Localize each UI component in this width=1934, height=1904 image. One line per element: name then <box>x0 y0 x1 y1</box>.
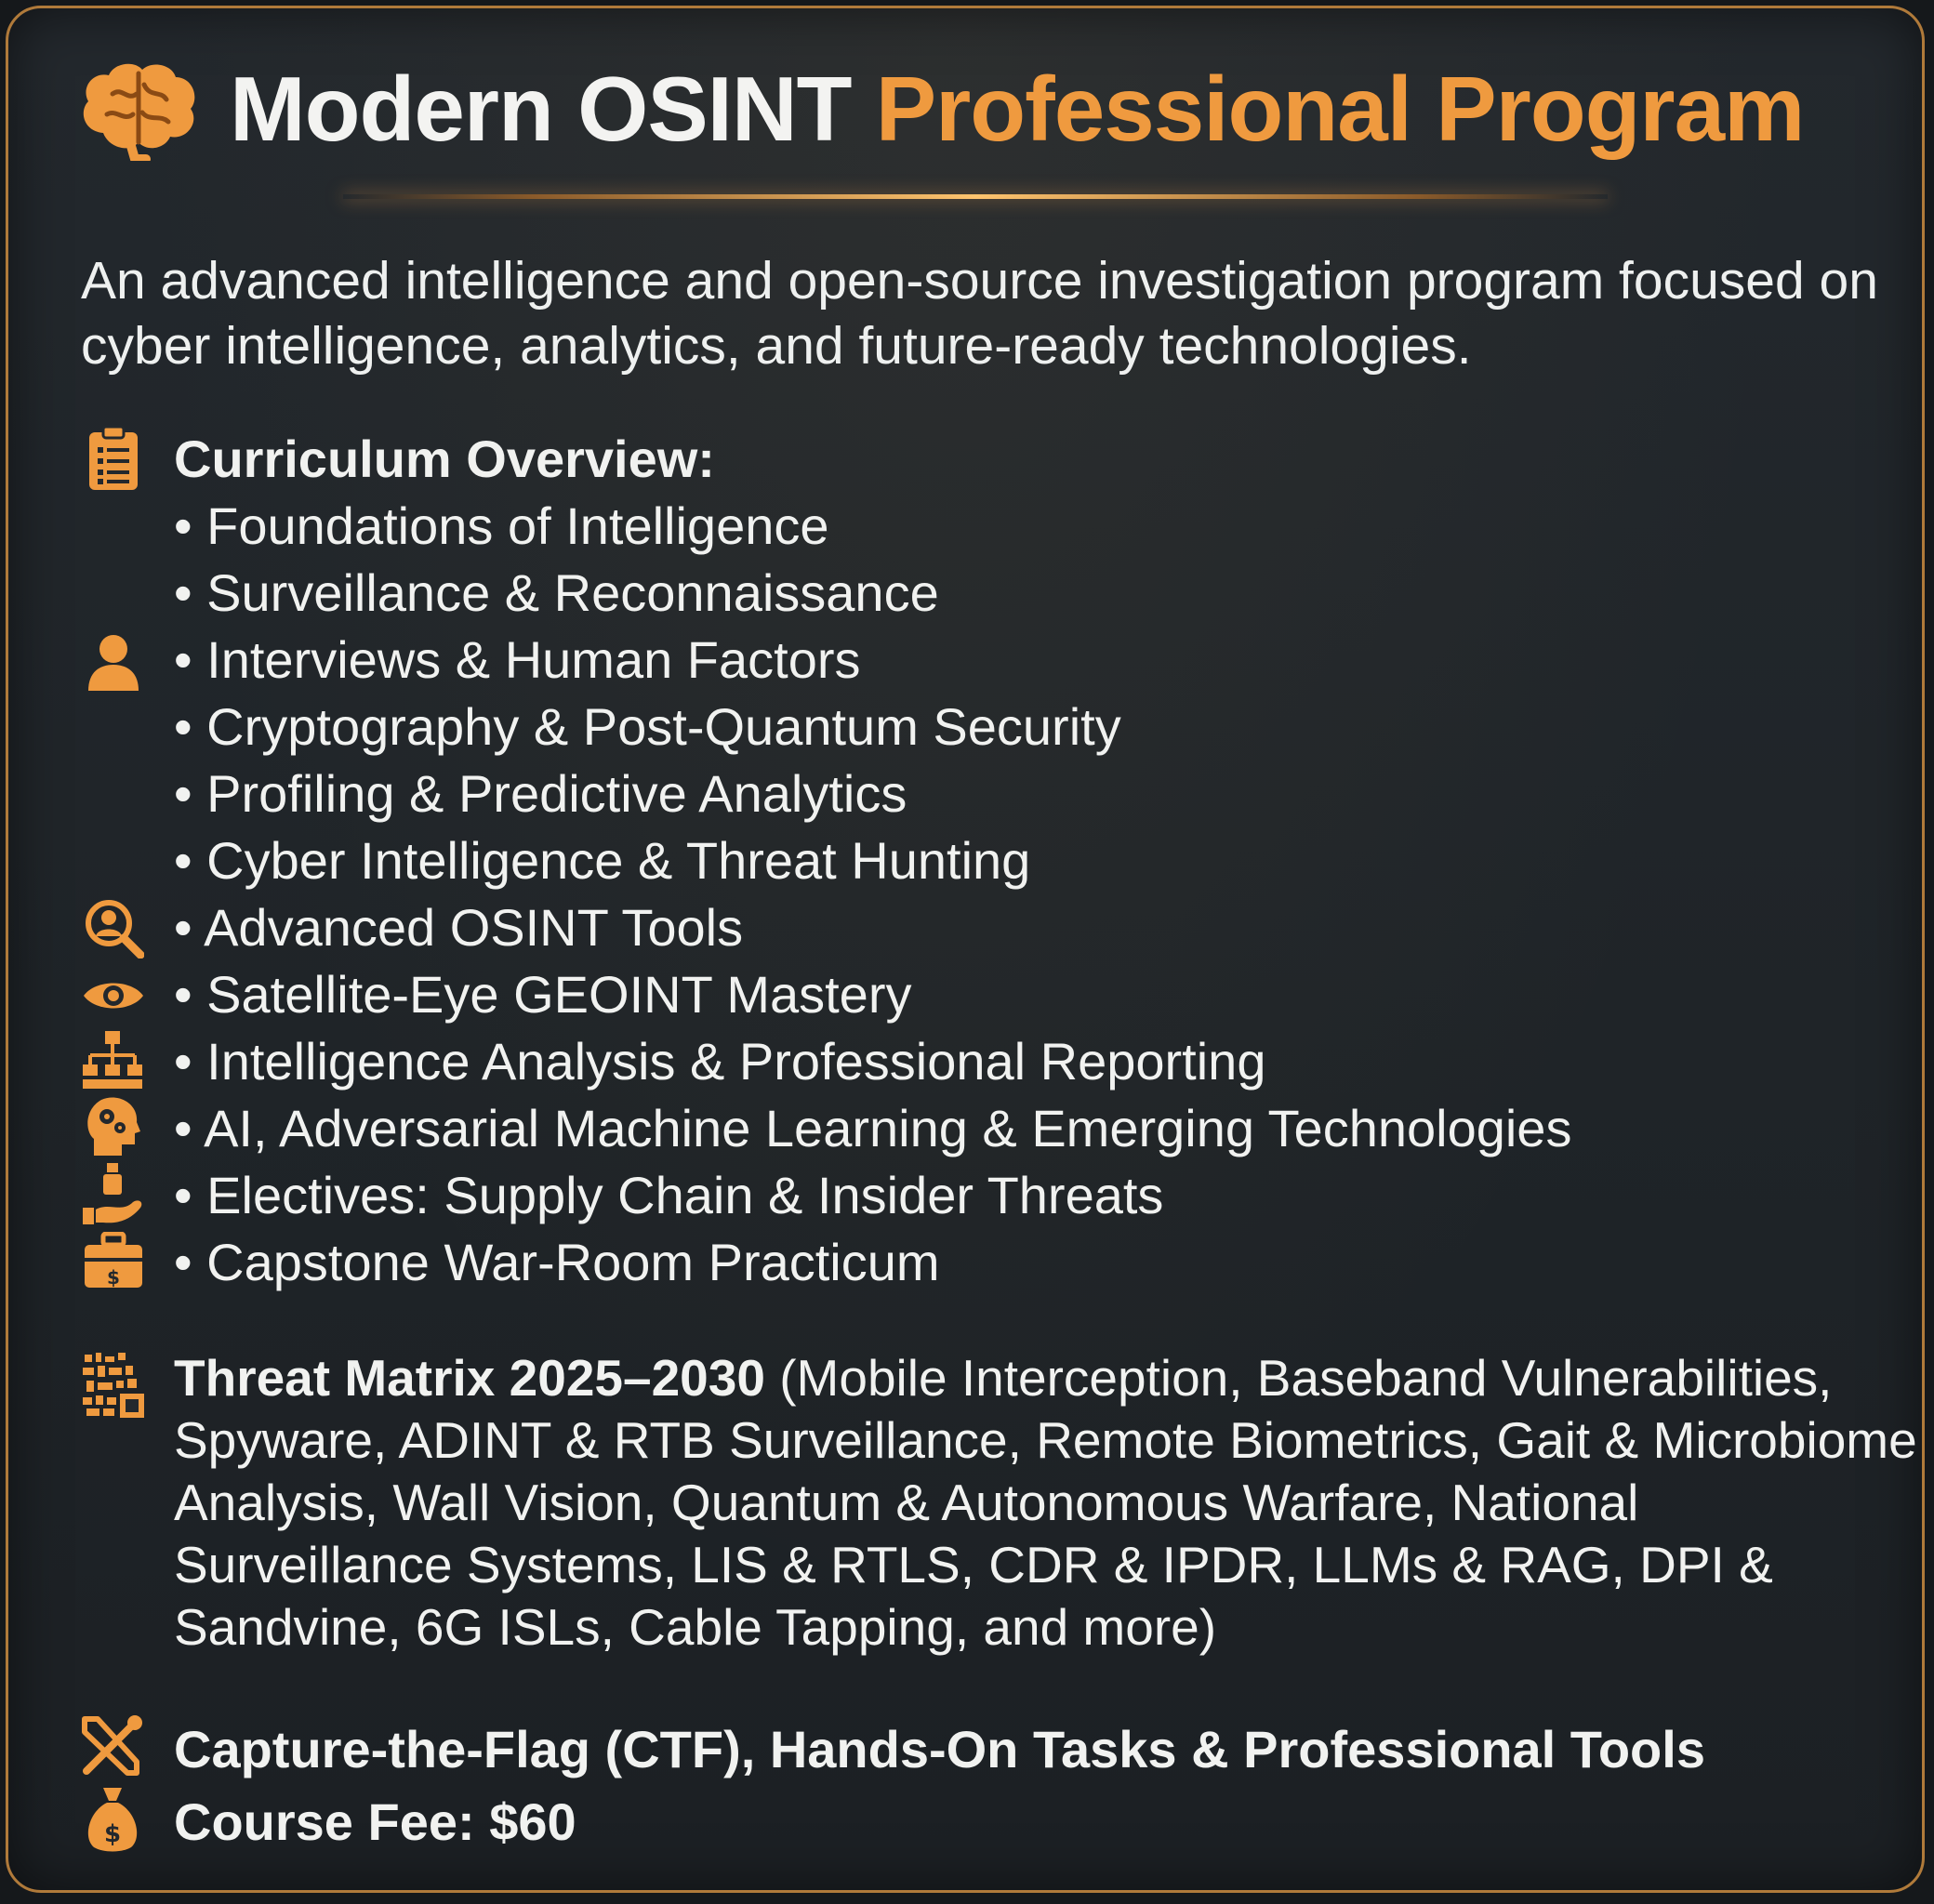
wrench-screwdriver-icon <box>81 1715 142 1777</box>
threat-matrix-body: (Mobile Interception, Baseband Vulnerabilities, Spyware, ADINT & RTB Surveillance, Remote Biometrics, Gait & Microbiome Analysis, Wall Vision, Quantum & Autonomous Warfare, National Surveillance Systems, LIS & RTLS, CDR & IPDR, LLMs & RAG, DPI & Sandvine, 6G ISLs, Cable Tapping, and more) <box>174 1349 1917 1656</box>
curriculum-item: • Electives: Supply Chain & Insider Threats <box>174 1166 1164 1224</box>
title-part2: Professional Program <box>875 58 1805 160</box>
curriculum-item: • Surveillance & Reconnaissance <box>174 563 939 622</box>
curriculum-item: • Advanced OSINT Tools <box>174 898 744 957</box>
curriculum-item: • Satellite-Eye GEOINT Mastery <box>174 965 912 1024</box>
curriculum-item: • Intelligence Analysis & Professional Reporting <box>174 1032 1266 1091</box>
curriculum-item: • Cyber Intelligence & Threat Hunting <box>174 831 1031 890</box>
person-icon <box>86 633 140 691</box>
curriculum-item: • Cryptography & Post-Quantum Security <box>174 697 1121 756</box>
brain-icon <box>75 57 202 161</box>
circuit-chip-icon <box>81 1351 146 1420</box>
curriculum-item: • Profiling & Predictive Analytics <box>174 764 907 823</box>
briefcase-money-icon <box>83 1232 144 1289</box>
curriculum-item: • Capstone War-Room Practicum <box>174 1233 940 1291</box>
title-divider <box>343 194 1608 199</box>
eye-icon <box>81 977 146 1014</box>
ctf-line: Capture-the-Flag (CTF), Hands-On Tasks & Professional Tools <box>174 1720 1705 1778</box>
title-part1: Modern OSINT <box>230 58 852 160</box>
curriculum-item: • AI, Adversarial Machine Learning & Emerging Technologies <box>174 1099 1572 1157</box>
course-fee: Course Fee: $60 <box>174 1792 576 1851</box>
page-title <box>230 57 1804 162</box>
svg-text:$: $ <box>103 1820 122 1848</box>
threat-matrix-heading: Threat Matrix 2025–2030 <box>174 1349 765 1407</box>
curriculum-item: • Interviews & Human Factors <box>174 630 861 689</box>
clipboard-icon <box>86 425 140 492</box>
program-card <box>6 6 1925 1893</box>
curriculum-heading: Curriculum Overview: <box>174 430 715 488</box>
hierarchy-icon <box>83 1029 142 1091</box>
intro-text: An advanced intelligence and open-source investigation program focused on cyber intelligence, analytics, and future-ready technologies. <box>81 251 1878 376</box>
threat-matrix <box>174 1347 1922 1659</box>
svg-text:$: $ <box>107 1266 120 1289</box>
hand-gift-icon <box>81 1161 146 1226</box>
curriculum-item: • Foundations of Intelligence <box>174 496 829 555</box>
search-person-icon <box>83 897 144 959</box>
head-gears-icon <box>85 1094 140 1157</box>
money-bag-icon <box>85 1784 140 1853</box>
